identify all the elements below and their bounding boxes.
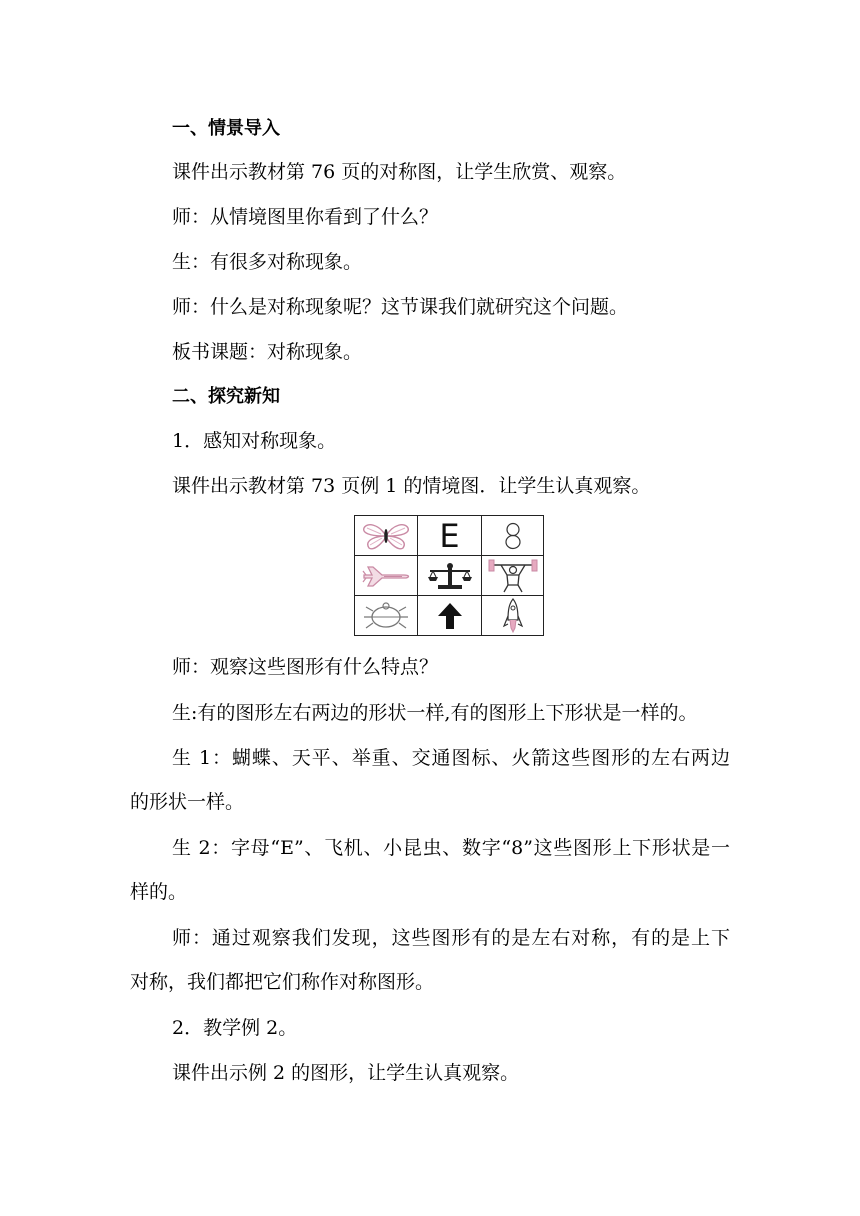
digit-eight-icon (503, 522, 523, 550)
beetle-icon (361, 601, 411, 631)
figure-cell (418, 556, 482, 596)
weightlifter-icon (487, 559, 539, 593)
up-arrow-icon (436, 601, 464, 631)
section-heading-intro: 一、情景导入 (172, 118, 280, 139)
paragraph: 生 1：蝴蝶、天平、举重、交通图标、火箭这些图形的左右两边 (172, 747, 730, 769)
paragraph-continuation: 对称，我们都把它们称作对称图形。 (130, 971, 435, 993)
figure-cell (355, 596, 418, 635)
paragraph: 课件出示例 2 的图形，让学生认真观察。 (172, 1062, 520, 1084)
figure-cell (482, 556, 543, 596)
section-heading-explore: 二、探究新知 (172, 386, 280, 407)
butterfly-icon (361, 520, 411, 552)
paragraph: 师：通过观察我们发现，这些图形有的是左右对称，有的是上下 (172, 927, 730, 949)
figure-cell (482, 516, 543, 556)
paragraph: 师：从情境图里你看到了什么？ (172, 206, 439, 228)
paragraph: 生：有很多对称现象。 (172, 251, 363, 273)
figure-cell (482, 596, 543, 635)
paragraph: 师：观察这些图形有什么特点？ (172, 656, 439, 678)
paragraph: 生 2：字母“E”、飞机、小昆虫、数字“8”这些图形上下形状是一 (172, 837, 730, 859)
figure-cell (418, 516, 482, 556)
paragraph: 1．感知对称现象。 (172, 430, 337, 452)
paragraph: 课件出示教材第 73 页例 1 的情境图．让学生认真观察。 (172, 475, 651, 497)
symmetry-figure-grid (354, 515, 544, 636)
paragraph: 课件出示教材第 76 页的对称图，让学生欣赏、观察。 (172, 161, 627, 183)
figure-cell (418, 596, 482, 635)
airplane-icon (360, 562, 412, 590)
paragraph: 2．教学例 2。 (172, 1017, 298, 1039)
rocket-icon (502, 598, 524, 634)
balance-scale-icon (424, 561, 476, 591)
figure-cell (355, 516, 418, 556)
paragraph: 生:有的图形左右两边的形状一样,有的图形上下形状是一样的。 (172, 702, 698, 724)
letter-e-figure: E (439, 516, 460, 555)
figure-cell (355, 556, 418, 596)
paragraph: 板书课题：对称现象。 (172, 341, 363, 363)
paragraph: 师：什么是对称现象呢？这节课我们就研究这个问题。 (172, 296, 629, 318)
paragraph-continuation: 样的。 (130, 881, 188, 903)
paragraph-continuation: 的形状一样。 (130, 791, 245, 813)
